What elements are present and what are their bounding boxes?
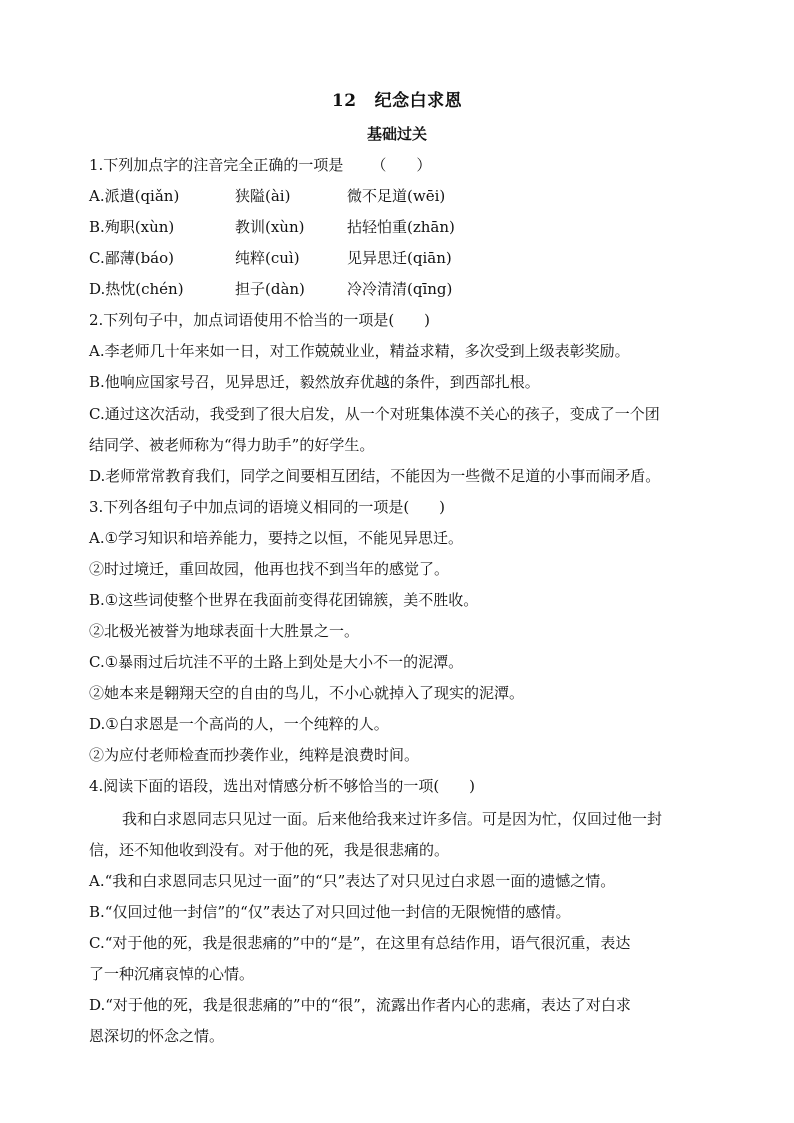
q3-option-b-sentence2: ②北极光被誉为地球表面十大胜景之一。 [89, 622, 360, 640]
q3-option-c-sentence2: ②她本来是翱翔天空的自由的鸟儿，不小心就掉入了现实的泥潭。 [89, 684, 525, 702]
q3-option-b-sentence1: B.①这些词使整个世界在我面前变得花团锦簇，美不胜收。 [89, 591, 479, 609]
q2-option-a: A.李老师几十年来如一日，对工作兢兢业业，精益求精，多次受到上级表彰奖励。 [89, 342, 630, 360]
q3-option-c-sentence1: C.①暴雨过后坑洼不平的土路上到处是大小不一的泥潭。 [89, 653, 464, 671]
q4-option-d-line2: 恩深切的怀念之情。 [89, 1027, 225, 1045]
q3-option-a-sentence2: ②时过境迁，重回故园，他再也找不到当年的感觉了。 [89, 560, 450, 578]
q1-option-b-2: 教训(xùn) [235, 218, 305, 236]
lesson-name: 纪念白求恩 [374, 91, 463, 111]
q2-option-c-line1: C.通过这次活动，我受到了很大启发，从一个对班集体漠不关心的孩子，变成了一个团 [89, 405, 660, 423]
question-1-text: 1.下列加点字的注音完全正确的一项是 [89, 156, 344, 174]
q4-passage-line1: 我和白求恩同志只见过一面。后来他给我来过许多信。可是因为忙，仅回过他一封 [122, 810, 663, 828]
q3-option-a-sentence1: A.①学习知识和培养能力，要持之以恒，不能见异思迁。 [89, 529, 464, 547]
q4-option-c-line1: C.“对于他的死，我是很悲痛的”中的“是”，在这里有总结作用，语气很沉重，表达 [89, 934, 631, 952]
q3-option-d-sentence1: D.①白求恩是一个高尚的人，一个纯粹的人。 [89, 715, 389, 733]
q1-option-c-2: 纯粹(cuì) [235, 249, 300, 267]
q1-option-c-1: C.鄙薄(báo) [89, 249, 174, 267]
section-heading: 基础过关 [366, 125, 427, 143]
q4-passage-line2: 信，还不知他收到没有。对于他的死，我是很悲痛的。 [89, 841, 450, 859]
lesson-number: 12 [331, 91, 357, 111]
q3-option-d-sentence2: ②为应付老师检查而抄袭作业，纯粹是浪费时间。 [89, 746, 420, 764]
q1-option-d-1: D.热忱(chén) [89, 280, 184, 298]
question-1-stem [89, 155, 431, 175]
q2-option-d: D.老师常常教育我们，同学之间要相互团结，不能因为一些微不足道的小事而闹矛盾。 [89, 467, 661, 485]
question-2-stem: 2.下列句子中，加点词语使用不恰当的一项是( ) [89, 311, 431, 329]
q1-option-d-2: 担子(dàn) [235, 280, 305, 298]
q2-option-b: B.他响应国家号召，见异思迁，毅然放弃优越的条件，到西部扎根。 [89, 373, 540, 391]
question-3-stem: 3.下列各组句子中加点词的语境义相同的一项是( ) [89, 498, 446, 516]
q1-option-b-3: 拈轻怕重(zhān) [347, 218, 455, 236]
answer-paren-open: （ [371, 156, 387, 174]
q1-option-a-2: 狭隘(ài) [235, 187, 291, 205]
lesson-title [0, 86, 794, 111]
q4-option-d-line1: D.“对于他的死，我是很悲痛的”中的“很”，流露出作者内心的悲痛，表达了对白求 [89, 996, 631, 1014]
q1-option-d-3: 冷冷清清(qīng) [347, 280, 453, 298]
q4-option-b: B.“仅回过他一封信”的“仅”表达了对只回过他一封信的无限惋惜的感情。 [89, 903, 571, 921]
q4-option-a: A.“我和白求恩同志只见过一面”的“只”表达了对只见过白求恩一面的遗憾之情。 [89, 872, 616, 890]
q1-option-b-1: B.殉职(xùn) [89, 218, 175, 236]
q1-option-a-3: 微不足道(wēi) [347, 187, 446, 205]
answer-paren-close: ） [416, 156, 432, 174]
q1-option-c-3: 见异思迁(qiān) [347, 249, 452, 267]
q4-option-c-line2: 了一种沉痛哀悼的心情。 [89, 965, 255, 983]
q2-option-c-line2: 结同学、被老师称为“得力助手”的好学生。 [89, 436, 375, 454]
q1-option-a-1: A.派遣(qiǎn) [89, 187, 180, 205]
question-4-stem: 4.阅读下面的语段，选出对情感分析不够恰当的一项( ) [89, 777, 476, 795]
